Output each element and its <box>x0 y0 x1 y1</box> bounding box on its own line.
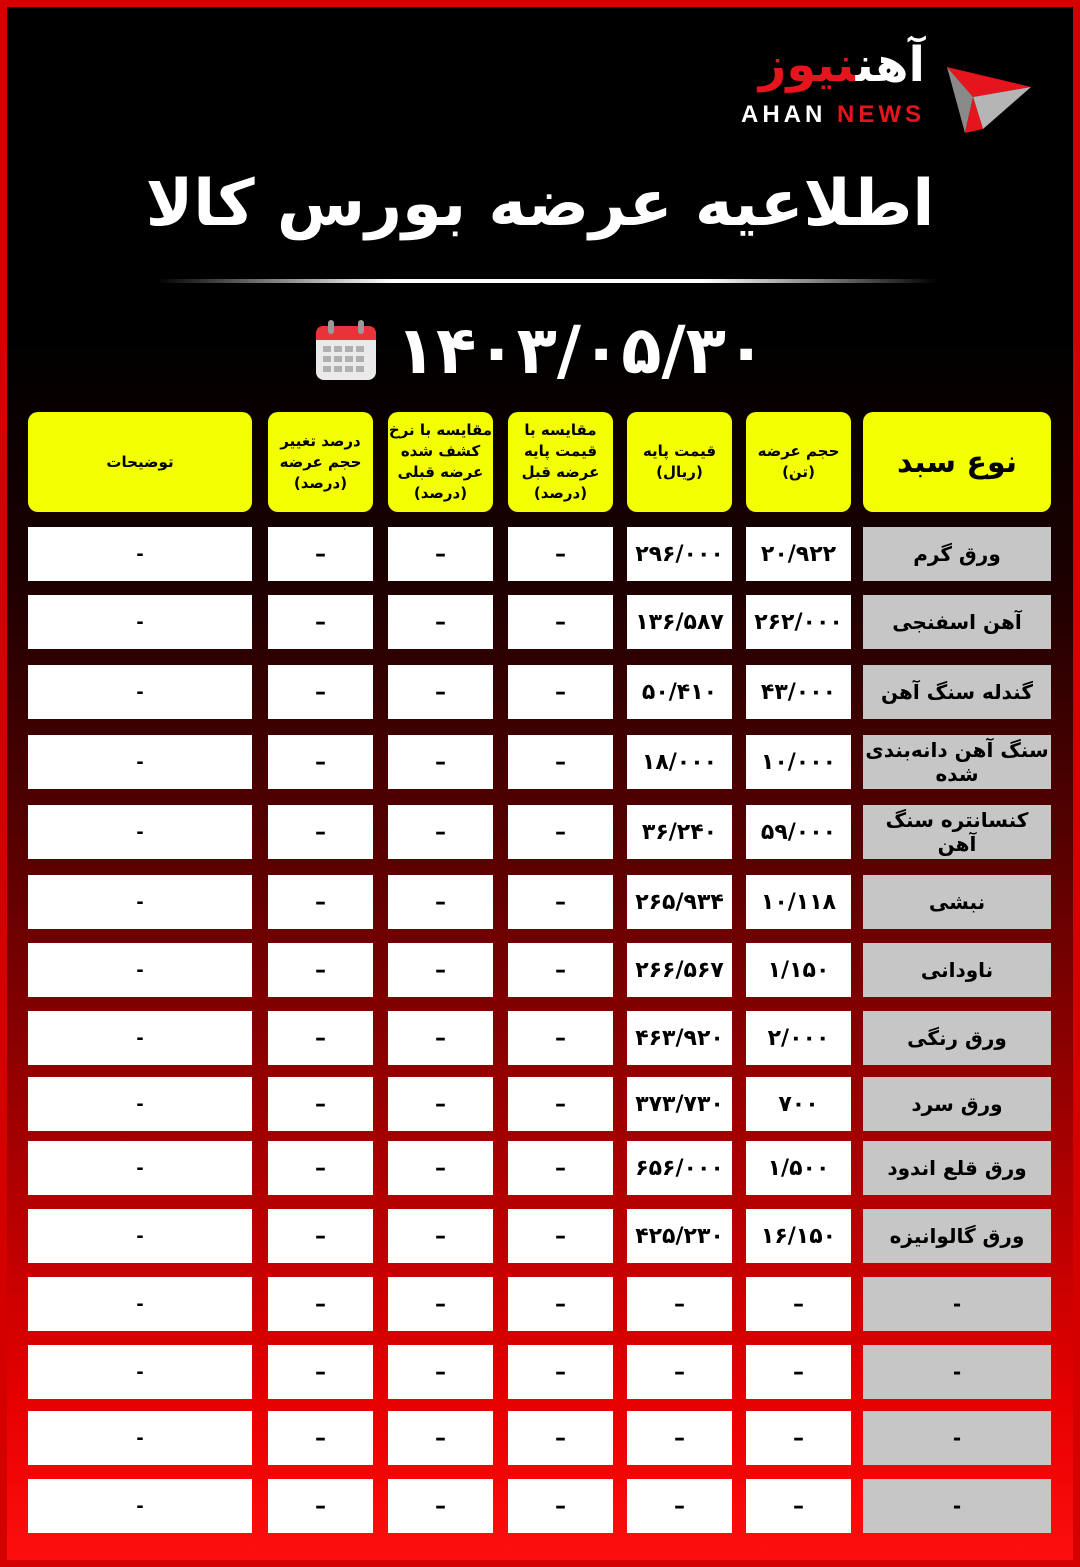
cell-vol-change: – <box>268 1411 373 1465</box>
cell-vol-change: – <box>268 1479 373 1533</box>
cell-cmp-base: – <box>508 1479 613 1533</box>
cell-cmp-rate: – <box>388 1077 493 1131</box>
cell-volume: ۲۶۲/۰۰۰ <box>746 595 851 649</box>
paper-plane-icon <box>943 37 1035 137</box>
cell-notes: - <box>28 943 252 997</box>
cell-cmp-base: – <box>508 1141 613 1195</box>
cell-cmp-rate: – <box>388 665 493 719</box>
cell-cmp-rate: – <box>388 943 493 997</box>
cell-cmp-base: – <box>508 1209 613 1263</box>
header-vol-change: درصد تغییر حجم عرضه (درصد) <box>268 412 373 512</box>
cell-volume: ۷۰۰ <box>746 1077 851 1131</box>
header-price: قیمت پایه (ریال) <box>627 412 732 512</box>
cell-volume: ۵۹/۰۰۰ <box>746 805 851 859</box>
cell-cmp-base: – <box>508 1411 613 1465</box>
cell-notes: - <box>28 1011 252 1065</box>
cell-volume: ۱۶/۱۵۰ <box>746 1209 851 1263</box>
logo-fa-part1: آهن <box>855 37 925 93</box>
cell-vol-change: – <box>268 1077 373 1131</box>
logo-persian-text <box>759 37 925 93</box>
cell-type: ورق گرم <box>863 527 1051 581</box>
cell-cmp-rate: – <box>388 1345 493 1399</box>
calendar-icon <box>314 320 378 382</box>
cell-cmp-rate: – <box>388 1479 493 1533</box>
cell-type: ورق گالوانیزه <box>863 1209 1051 1263</box>
cell-cmp-rate: – <box>388 875 493 929</box>
logo-en-part1: AHAN <box>741 101 827 128</box>
title-divider <box>157 279 937 283</box>
cell-type: ورق رنگی <box>863 1011 1051 1065</box>
cell-type: سنگ آهن دانه‌بندی شده <box>863 735 1051 789</box>
cell-cmp-rate: – <box>388 1277 493 1331</box>
cell-volume: ۱۰/۰۰۰ <box>746 735 851 789</box>
cell-notes: - <box>28 1345 252 1399</box>
cell-notes: - <box>28 1209 252 1263</box>
cell-vol-change: – <box>268 665 373 719</box>
cell-volume: – <box>746 1345 851 1399</box>
logo-english-text <box>741 101 925 129</box>
cell-volume: – <box>746 1277 851 1331</box>
header-notes: توضیحات <box>28 412 252 512</box>
date-row <box>7 312 1073 389</box>
cell-vol-change: – <box>268 805 373 859</box>
cell-vol-change: – <box>268 943 373 997</box>
date-label: ۱۴۰۳/۰۵/۳۰ <box>395 312 767 389</box>
cell-price: – <box>627 1345 732 1399</box>
cell-cmp-base: – <box>508 943 613 997</box>
cell-notes: - <box>28 527 252 581</box>
cell-price: ۴۲۵/۲۳۰ <box>627 1209 732 1263</box>
ahan-news-logo <box>735 37 1035 137</box>
cell-cmp-base: – <box>508 1345 613 1399</box>
cell-vol-change: – <box>268 1141 373 1195</box>
header-type: نوع سبد <box>863 412 1051 512</box>
cell-vol-change: – <box>268 1277 373 1331</box>
cell-volume: ۴۳/۰۰۰ <box>746 665 851 719</box>
cell-cmp-base: – <box>508 665 613 719</box>
cell-cmp-base: – <box>508 1077 613 1131</box>
cell-cmp-base: – <box>508 527 613 581</box>
cell-type: ناودانی <box>863 943 1051 997</box>
cell-type: ورق قلع اندود <box>863 1141 1051 1195</box>
header-cmp-base: مقایسه با قیمت پایه عرضه قبل (درصد) <box>508 412 613 512</box>
cell-notes: - <box>28 1479 252 1533</box>
cell-price: ۳۶/۲۴۰ <box>627 805 732 859</box>
cell-volume: ۱/۵۰۰ <box>746 1141 851 1195</box>
cell-vol-change: – <box>268 735 373 789</box>
cell-price: – <box>627 1277 732 1331</box>
cell-cmp-base: – <box>508 735 613 789</box>
cell-notes: - <box>28 1077 252 1131</box>
cell-cmp-base: – <box>508 805 613 859</box>
cell-type: - <box>863 1479 1051 1533</box>
page-title: اطلاعیه عرضه بورس کالا <box>145 167 935 241</box>
cell-notes: - <box>28 595 252 649</box>
cell-volume: ۲/۰۰۰ <box>746 1011 851 1065</box>
cell-notes: - <box>28 735 252 789</box>
cell-cmp-rate: – <box>388 1209 493 1263</box>
cell-price: ۶۵۶/۰۰۰ <box>627 1141 732 1195</box>
logo-en-part2: NEWS <box>837 101 925 128</box>
cell-price: – <box>627 1411 732 1465</box>
cell-cmp-rate: – <box>388 1011 493 1065</box>
cell-notes: - <box>28 1141 252 1195</box>
cell-notes: - <box>28 1277 252 1331</box>
cell-cmp-rate: – <box>388 735 493 789</box>
cell-vol-change: – <box>268 1011 373 1065</box>
cell-price: ۲۶۵/۹۳۴ <box>627 875 732 929</box>
cell-volume: – <box>746 1411 851 1465</box>
cell-type: - <box>863 1411 1051 1465</box>
cell-price: ۲۹۶/۰۰۰ <box>627 527 732 581</box>
cell-price: ۳۷۳/۷۳۰ <box>627 1077 732 1131</box>
cell-notes: - <box>28 1411 252 1465</box>
cell-volume: ۱۰/۱۱۸ <box>746 875 851 929</box>
cell-vol-change: – <box>268 1209 373 1263</box>
cell-vol-change: – <box>268 875 373 929</box>
cell-volume: – <box>746 1479 851 1533</box>
cell-vol-change: – <box>268 527 373 581</box>
cell-cmp-base: – <box>508 875 613 929</box>
cell-cmp-rate: – <box>388 527 493 581</box>
cell-notes: - <box>28 665 252 719</box>
cell-cmp-rate: – <box>388 805 493 859</box>
cell-type: نبشی <box>863 875 1051 929</box>
logo-fa-part2: نیوز <box>758 37 856 93</box>
cell-type: - <box>863 1345 1051 1399</box>
cell-cmp-base: – <box>508 595 613 649</box>
cell-notes: - <box>28 875 252 929</box>
cell-type: گندله سنگ آهن <box>863 665 1051 719</box>
header-volume: حجم عرضه (تن) <box>746 412 851 512</box>
cell-type: آهن اسفنجی <box>863 595 1051 649</box>
cell-price: – <box>627 1479 732 1533</box>
cell-price: ۴۶۳/۹۲۰ <box>627 1011 732 1065</box>
cell-cmp-base: – <box>508 1277 613 1331</box>
cell-price: ۲۶۶/۵۶۷ <box>627 943 732 997</box>
cell-type: ورق سرد <box>863 1077 1051 1131</box>
cell-volume: ۲۰/۹۲۲ <box>746 527 851 581</box>
cell-cmp-rate: – <box>388 595 493 649</box>
cell-vol-change: – <box>268 595 373 649</box>
header-cmp-rate: مقایسه با نرخ کشف شده عرضه قبلی (درصد) <box>388 412 493 512</box>
cell-price: ۱۸/۰۰۰ <box>627 735 732 789</box>
cell-volume: ۱/۱۵۰ <box>746 943 851 997</box>
cell-vol-change: – <box>268 1345 373 1399</box>
cell-notes: - <box>28 805 252 859</box>
cell-cmp-base: – <box>508 1011 613 1065</box>
cell-type: کنسانتره سنگ آهن <box>863 805 1051 859</box>
cell-price: ۵۰/۴۱۰ <box>627 665 732 719</box>
cell-cmp-rate: – <box>388 1141 493 1195</box>
cell-cmp-rate: – <box>388 1411 493 1465</box>
cell-type: - <box>863 1277 1051 1331</box>
cell-price: ۱۳۶/۵۸۷ <box>627 595 732 649</box>
